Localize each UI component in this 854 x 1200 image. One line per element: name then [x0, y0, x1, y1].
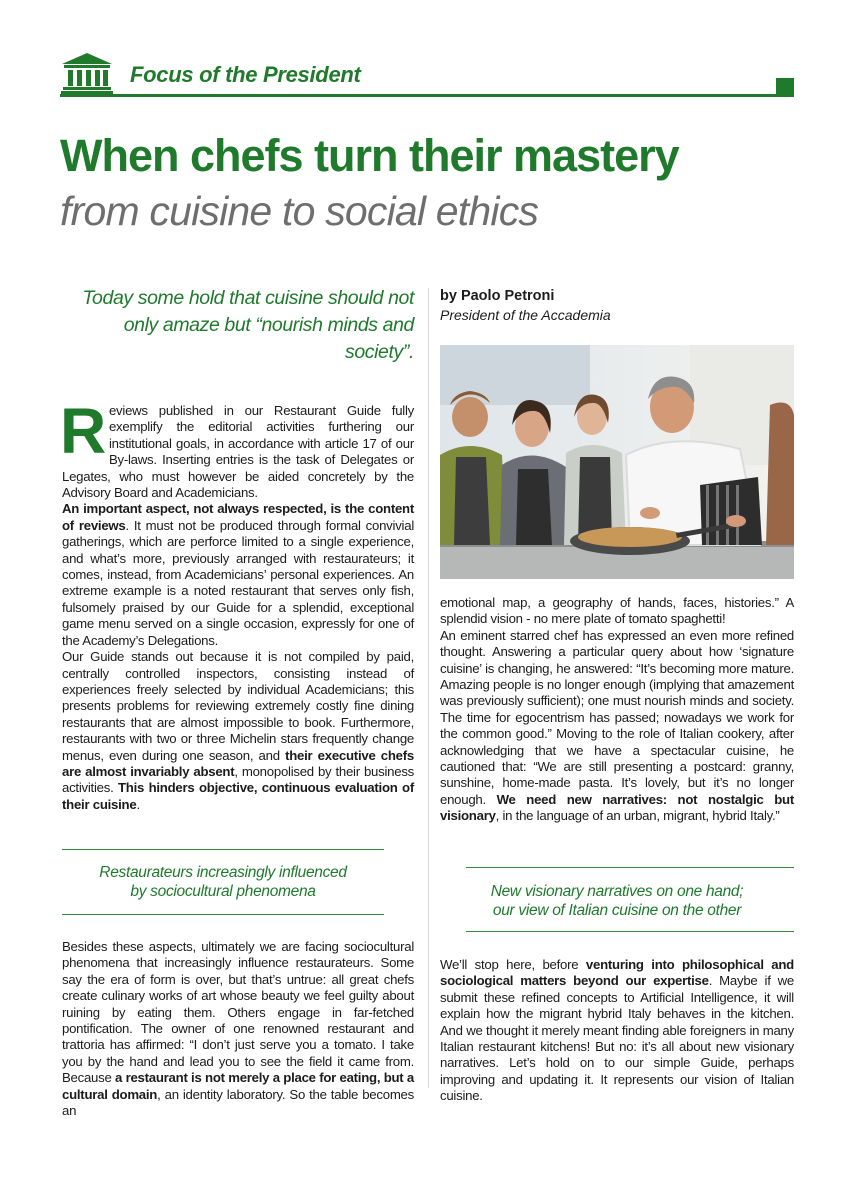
- paragraph-2: [62, 501, 414, 649]
- subhead-1-line-2: by sociocultural phenomena: [130, 883, 316, 900]
- column-divider: [428, 288, 429, 1088]
- author-name: by Paolo Petroni: [440, 288, 555, 304]
- paragraph-4-bold: a restaurant is not merely a place for eating, but a cultural domain: [62, 1070, 414, 1102]
- paragraph-2-text: . It must not be produced through formal convivial gatherings, which are perforce limited to a single experience, and what’s more, previously arranged with restaurateurs; it comes, instead, from Academicians’ personal experiences. An extreme example is a noted restaurant that serves only fish, fulsomely praised by our Guide for a splendid, exceptional game menu served on a single occasion, expressly for one of the Academy’s Delegations.: [62, 517, 414, 648]
- subhead-1: [62, 863, 384, 901]
- paragraph-6-text-a: An eminent starred chef has expressed an even more refined thought. Answering a particular query about how ‘signature cuisine’ is changing, he answered: “It’s becoming more mature. Amazing people is no longer enough (implying that amazement was previously sufficient); one must nourish minds and society. The time for egocentrism has passed; nowadays we work for the common good.” Moving to the role of Italian cookery, after acknowledging that we have a spectacular cuisine, he cautioned that: “We are still presenting a postcard: granny, sunshine, home-made pasta. It’s lovely, but it’s no longer enough.: [440, 627, 794, 807]
- chef-cooking-class-photo: [440, 345, 794, 579]
- paragraph-4-text-a: Besides these aspects, ultimately we are facing sociocultural phenomena that increasingly influence restaurateurs. Some say the era of form is over, but that’s untrue: all great chefs create culinary works of art whose beauty we feel guilty about ruining by eating them. Others engage in far-fetched pontification. The owner of one renowned restaurant and trattoria has affirmed: “I don’t just serve you a tomato. I take you by the hand and lead you to see the field it came from. Because: [62, 939, 414, 1086]
- body-column-right-bottom: [440, 957, 794, 1105]
- paragraph-3-bold-2: This hinders objective, continuous evaluation of their cuisine: [62, 780, 414, 812]
- header-square-mark: [776, 78, 794, 96]
- paragraph-6: [440, 628, 794, 825]
- article-title: When chefs turn their mastery: [60, 130, 679, 181]
- author-role: President of the Accademia: [440, 307, 611, 323]
- article-lead: Today some hold that cuisine should not only amaze but “nourish minds and society”.: [82, 287, 414, 363]
- paragraph-6-text-b: , in the language of an urban, migrant, hybrid Italy.”: [495, 808, 780, 824]
- section-title: Focus of the President: [130, 62, 361, 87]
- subhead-1-rule-bottom: [62, 914, 384, 915]
- subhead-2-line-2: our view of Italian cuisine on the other: [492, 902, 742, 919]
- subhead-2-rule-top: [466, 867, 794, 868]
- article-subtitle: from cuisine to social ethics: [60, 188, 539, 234]
- body-column-left: [60, 395, 415, 813]
- section-header: [60, 52, 794, 98]
- paragraph-2-bold: An important aspect, not always respected, is the content of reviews: [62, 501, 414, 533]
- subhead-2: [440, 882, 794, 920]
- paragraph-3-bold-1: their executive chefs are almost invariably absent: [62, 747, 414, 779]
- byline: [440, 287, 800, 325]
- paragraph-7-text-a: We’ll stop here, before: [440, 957, 586, 972]
- paragraph-1: [60, 395, 414, 501]
- subhead-2-rule-bottom: [466, 931, 794, 932]
- subhead-1-rule-top: [62, 849, 384, 850]
- paragraph-7-bold: venturing into philosophical and sociological matters beyond our expertise: [440, 957, 794, 989]
- paragraph-3-text-b: , monopolised by their business activities.: [62, 763, 415, 796]
- paragraph-3-end: .: [136, 796, 140, 812]
- paragraph-3: [62, 649, 414, 813]
- paragraph-7: [440, 957, 794, 1105]
- paragraph-1-text: eviews published in our Restaurant Guide fully exemplify the editorial activities furthering our institutional goals, in accordance with article 17 of our By-laws. Inserting entries is the task of Delegates or Legates, who must however be aided concretely by the Advisory Board and Academicians.: [62, 403, 414, 501]
- paragraph-7-text-b: . Maybe if we submit these refined concepts to Artificial Intelligence, it will explain how the migrant hybrid Italy behaves in the kitchen. And we thought it merely meant finding able foreigners in many Italian restaurant kitchens! But no: it’s all about new visionary narratives. Let’s hold on to our simple Guide, perhaps improving and updating it. It represents our vision of Italian cuisine.: [440, 973, 794, 1104]
- subhead-2-line-1: New visionary narratives on one hand;: [490, 883, 744, 900]
- body-column-left-bottom: [62, 939, 414, 1119]
- body-column-right: [440, 595, 794, 825]
- paragraph-4-text-b: , an identity laboratory. So the table becomes an: [62, 1086, 414, 1119]
- temple-columns-icon: [60, 52, 114, 94]
- subhead-1-line-1: Restaurateurs increasingly influenced: [99, 864, 347, 881]
- paragraph-4: [62, 939, 414, 1119]
- drop-cap: R: [60, 395, 106, 467]
- header-rule: [60, 94, 794, 97]
- paragraph-5: emotional map, a geography of hands, faces, histories.” A splendid vision - no mere plate of tomato spaghetti!: [440, 595, 794, 627]
- paragraph-3-text-a: Our Guide stands out because it is not compiled by paid, centrally controlled inspectors, consisting instead of experiences freely selected by individual Academicians; this presents problems for reviewing extremely costly fine dining restaurants that are almost impossible to book. Furthermore, restaurants with two or three Michelin stars frequently change menus, even during one season, and: [62, 649, 414, 763]
- paragraph-6-bold: We need new narratives: not nostalgic but visionary: [440, 791, 794, 824]
